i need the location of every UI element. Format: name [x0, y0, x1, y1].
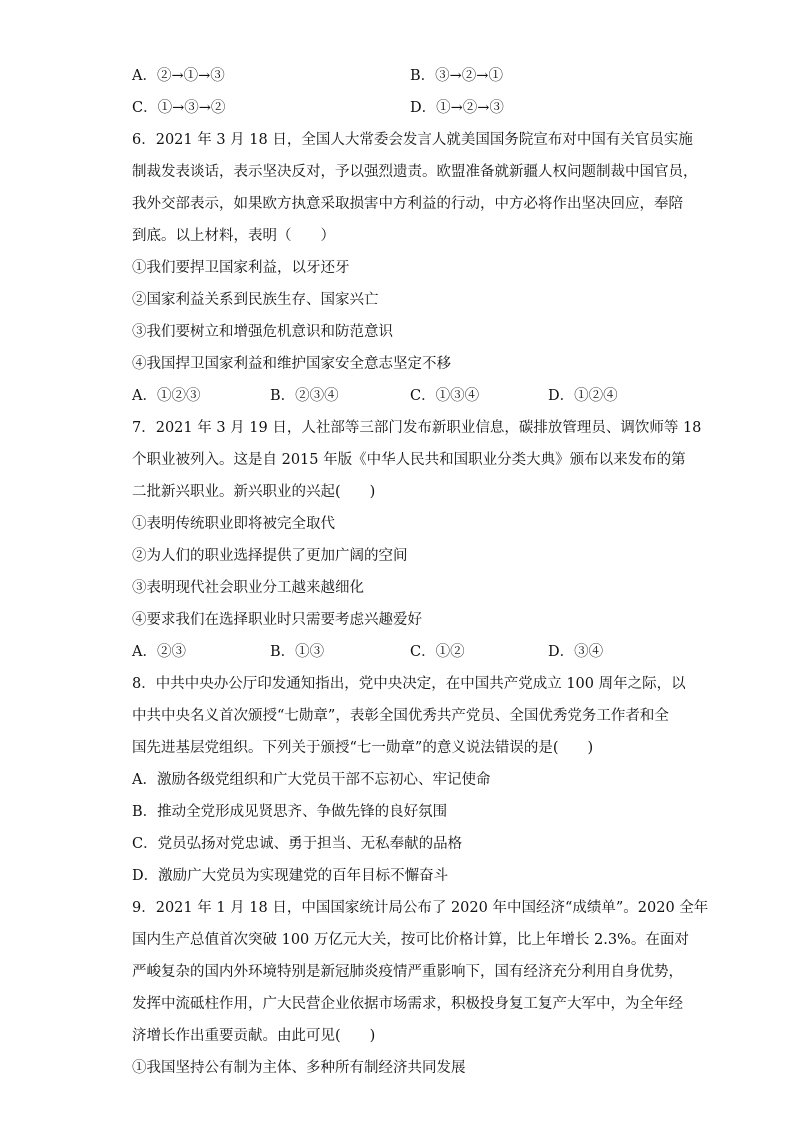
q7-option-c: C．①② [410, 644, 465, 660]
q9-stem-line-3: 严峻复杂的国内外环境特别是新冠肺炎疫情严重影响下，国有经济充分利用自身优势， [132, 964, 683, 980]
q9-stem-line-1: 9．2021 年 1 月 18 日，中国国家统计局公布了 2020 年中国经济“成绩单”。2020 全年 [132, 900, 709, 916]
q5-option-c: C．①→③→② [132, 100, 226, 116]
q6-item-4: ④我国捍卫国家利益和维护国家安全意志坚定不移 [132, 356, 451, 372]
q8-stem-line-3: 国先进基层党组织。下列关于颁授“七一勋章”的意义说法错误的是( ) [132, 740, 594, 756]
q6-stem-line-4: 到底。以上材料，表明（ ） [132, 228, 335, 244]
q9-stem-line-4: 发挥中流砥柱作用，广大民营企业依据市场需求，积极投身复工复产大军中，为全年经 [132, 996, 683, 1012]
q5-option-b: B．③→②→① [410, 68, 503, 84]
q7-item-1: ①表明传统职业即将被完全取代 [132, 516, 335, 532]
q7-stem-line-3: 二批新兴职业。新兴职业的兴起( ) [132, 484, 376, 500]
q8-option-a: A．激励各级党组织和广大党员干部不忘初心、牢记使命 [132, 772, 491, 788]
q6-option-c: C．①③④ [410, 388, 480, 404]
q6-option-b: B．②③④ [270, 388, 339, 404]
q7-option-a: A．②③ [132, 644, 186, 660]
q8-option-b: B．推动全党形成见贤思齐、争做先锋的良好氛围 [132, 804, 448, 820]
q8-stem-line-2: 中共中央名义首次颁授“七勋章”，表彰全国优秀共产党员、全国优秀党务工作者和全 [132, 708, 669, 724]
q6-option-a: A．①②③ [132, 388, 201, 404]
q8-option-c: C．党员弘扬对党忠诚、勇于担当、无私奉献的品格 [132, 836, 463, 852]
q7-stem-line-1: 7．2021 年 3 月 19 日，人社部等三部门发布新职业信息，碳排放管理员、调饮师等 18 [132, 420, 702, 436]
q6-item-2: ②国家利益关系到民族生存、国家兴亡 [132, 292, 379, 308]
q6-item-1: ①我们要捍卫国家利益，以牙还牙 [132, 260, 350, 276]
q9-stem-line-2: 国内生产总值首次突破 100 万亿元大关，按可比价格计算，比上年增长 2.3%。在面对 [132, 932, 689, 948]
q6-stem-line-3: 我外交部表示，如果欧方执意采取损害中方利益的行动，中方必将作出坚决回应，奉陪 [132, 196, 683, 212]
q7-option-b: B．①③ [270, 644, 325, 660]
q8-option-d: D．激励广大党员为实现建党的百年目标不懈奋斗 [132, 868, 449, 884]
q6-stem-line-2: 制裁发表谈话，表示坚决反对，予以强烈遗责。欧盟准备就新疆人权问题制裁中国官员， [132, 164, 698, 180]
q7-item-4: ④要求我们在选择职业时只需要考虑兴趣爱好 [132, 612, 422, 628]
q7-stem-line-2: 个职业被列入。这是自 2015 年版《中华人民共和国职业分类大典》颁布以来发布的第 [132, 452, 686, 468]
q5-option-a: A．②→①→③ [132, 68, 225, 84]
q5-option-d: D．①→②→③ [410, 100, 504, 116]
q7-item-3: ③表明现代社会职业分工越来越细化 [132, 580, 364, 596]
q9-stem-line-5: 济增长作出重要贡献。由此可见( ) [132, 1028, 376, 1044]
q6-option-d: D．①②④ [548, 388, 618, 404]
q6-item-3: ③我们要树立和增强危机意识和防范意识 [132, 324, 393, 340]
q8-stem-line-1: 8．中共中央办公厅印发通知指出，党中央决定，在中国共产党成立 100 周年之际，以 [132, 676, 686, 692]
q9-item-1: ①我国坚持公有制为主体、多种所有制经济共同发展 [132, 1060, 466, 1076]
q7-item-2: ②为人们的职业选择提供了更加广阔的空间 [132, 548, 408, 564]
q7-option-d: D．③④ [548, 644, 604, 660]
q6-stem-line-1: 6．2021 年 3 月 18 日，全国人大常委会发言人就美国国务院宣布对中国有关官员实施 [132, 132, 693, 148]
